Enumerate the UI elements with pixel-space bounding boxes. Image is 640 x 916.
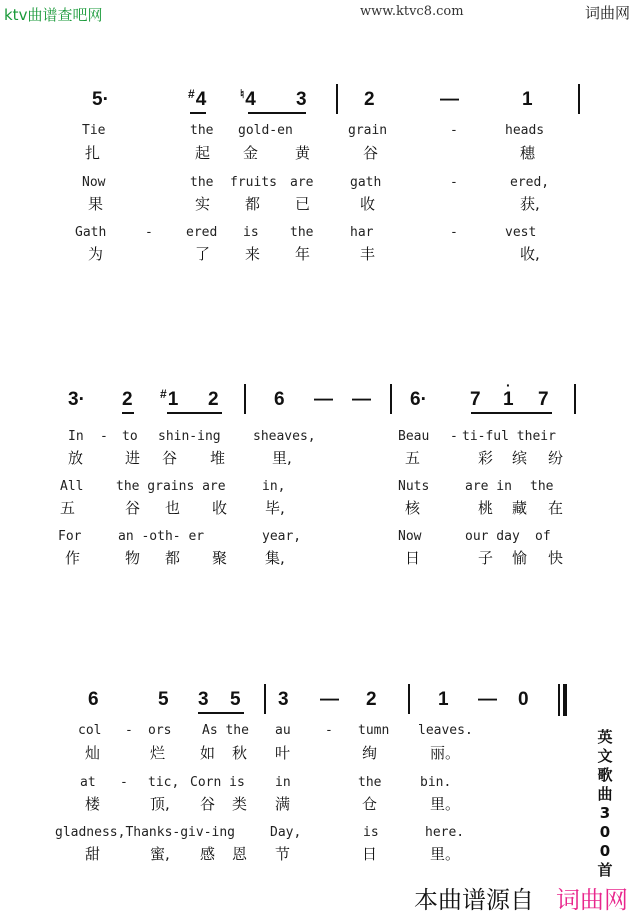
lyric-chinese-char: 烂 <box>150 744 166 762</box>
final-barline-thin <box>558 684 560 716</box>
note: 3 <box>198 689 209 710</box>
lyric-english-word: ors <box>148 723 172 738</box>
lyric-chinese-char: 楼 <box>85 795 101 813</box>
lyric-chinese-char: 子 <box>478 549 494 567</box>
lyric-english-word: Gath <box>75 225 107 240</box>
lyric-chinese-char: 集, <box>265 549 285 567</box>
note: 0 <box>518 689 529 710</box>
lyric-chinese-char: 收 <box>212 499 228 517</box>
lyric-english-word: Now <box>398 529 422 544</box>
note: 2 <box>366 689 377 710</box>
lyric-english-word: shin-ing <box>158 429 221 444</box>
sharp-icon: # <box>188 87 195 101</box>
lyric-english-word: - <box>450 175 458 190</box>
lyric-chinese-char: 谷 <box>200 795 216 813</box>
lyric-chinese-char: 里。 <box>430 845 461 863</box>
lyric-english-word: - <box>325 723 333 738</box>
note-extension-dash: — <box>440 89 459 110</box>
lyric-english-word: here. <box>425 825 465 840</box>
lyric-english-word: For <box>58 529 82 544</box>
barline <box>578 84 580 114</box>
note: 2 <box>208 389 219 410</box>
lyric-english-word: the <box>290 225 314 240</box>
note-extension-dash: — <box>320 689 339 710</box>
lyric-chinese-char: 也 <box>165 499 181 517</box>
lyric-chinese-char: 都 <box>245 195 261 213</box>
lyric-chinese-char: 五 <box>60 499 76 517</box>
lyric-chinese-char: 金 <box>243 144 259 162</box>
lyric-english-word: tic, <box>148 775 180 790</box>
lyric-chinese-char: 五 <box>405 449 421 467</box>
final-barline-thick <box>563 684 567 716</box>
note: 1 <box>438 689 449 710</box>
lyric-chinese-char: 缤 <box>512 449 528 467</box>
lyric-chinese-char: 谷 <box>363 144 379 162</box>
lyric-english-word: of <box>535 529 551 544</box>
octave-dot: · <box>506 377 511 393</box>
lyric-chinese-char: 如 <box>200 744 216 762</box>
lyric-english-word: at <box>80 775 96 790</box>
lyric-chinese-char: 作 <box>65 549 81 567</box>
lyric-chinese-char: 毕, <box>265 499 285 517</box>
lyric-chinese-char: 恩 <box>232 845 248 863</box>
lyric-english-word: gold-en <box>238 123 293 138</box>
note <box>240 87 256 111</box>
lyric-english-word: - <box>120 775 128 790</box>
lyric-english-word: Day, <box>270 825 302 840</box>
lyric-english-word: ered, <box>510 175 550 190</box>
note-value: 4 <box>195 89 207 110</box>
lyric-chinese-char: 放 <box>68 449 84 467</box>
footer-source-site: 词曲网 <box>556 886 628 914</box>
lyric-chinese-char: 获, <box>520 195 540 213</box>
footer-source-text: 本曲谱源自 <box>414 886 534 914</box>
lyric-english-word: heads <box>505 123 545 138</box>
lyric-english-word: the <box>190 175 214 190</box>
lyric-chinese-char: 快 <box>548 549 564 567</box>
note: 6 <box>274 389 285 410</box>
lyric-chinese-char: 谷 <box>125 499 141 517</box>
lyric-english-word: vest <box>505 225 537 240</box>
lyric-english-word: tumn <box>358 723 390 738</box>
lyric-chinese-char: 蜜, <box>150 845 170 863</box>
lyric-english-word: year, <box>262 529 302 544</box>
lyric-english-word: our day <box>465 529 520 544</box>
note: 7 <box>538 389 549 410</box>
beam-underline <box>122 412 134 414</box>
lyric-chinese-char: 秋 <box>232 744 248 762</box>
lyric-chinese-char: 来 <box>245 245 261 263</box>
lyric-english-word: an -oth- er <box>118 529 205 544</box>
lyric-english-word: - <box>450 225 458 240</box>
lyric-english-word: - <box>450 123 458 138</box>
lyric-chinese-char: 纷 <box>548 449 564 467</box>
lyric-english-word: col <box>78 723 102 738</box>
lyric-chinese-char: 类 <box>232 795 248 813</box>
lyric-chinese-char: 叶 <box>275 744 291 762</box>
lyric-chinese-char: 聚 <box>212 549 228 567</box>
lyric-english-word: Nuts <box>398 479 430 494</box>
lyric-chinese-char: 进 <box>125 449 141 467</box>
beam-underline <box>167 412 222 414</box>
natural-icon: ♮ <box>240 87 245 101</box>
lyric-chinese-char: 日 <box>405 549 421 567</box>
lyric-chinese-char: 里, <box>272 449 292 467</box>
lyric-english-word: Corn is <box>190 775 245 790</box>
side-caption: 英文歌曲300首 <box>597 728 613 879</box>
lyric-chinese-char: 在 <box>548 499 564 517</box>
barline <box>390 384 392 414</box>
lyric-english-word: - <box>125 723 133 738</box>
lyric-english-word: In <box>68 429 84 444</box>
lyric-english-word: to <box>122 429 138 444</box>
note: 6· <box>410 389 427 410</box>
lyric-chinese-char: 为 <box>88 245 104 263</box>
note: 2 <box>122 389 133 410</box>
barline <box>264 684 266 714</box>
lyric-chinese-char: 黄 <box>295 144 311 162</box>
lyric-chinese-char: 节 <box>275 845 291 863</box>
lyric-english-word: fruits <box>230 175 277 190</box>
lyric-chinese-char: 堆 <box>210 449 226 467</box>
barline <box>574 384 576 414</box>
note: 5· <box>92 89 109 110</box>
lyric-english-word: are in <box>465 479 512 494</box>
lyric-chinese-char: 藏 <box>512 499 528 517</box>
lyric-english-word: the <box>358 775 382 790</box>
lyric-chinese-char: 果 <box>88 195 104 213</box>
site-watermark-left: ktv曲谱查吧网 <box>4 6 103 24</box>
note: 3· <box>68 389 85 410</box>
lyric-english-word: As the <box>202 723 249 738</box>
lyric-english-word: the <box>190 123 214 138</box>
lyric-chinese-char: 实 <box>195 195 211 213</box>
note-extension-dash: — <box>314 389 333 410</box>
lyric-chinese-char: 穗 <box>520 144 536 162</box>
note: 2 <box>364 89 375 110</box>
lyric-chinese-char: 桃 <box>478 499 494 517</box>
lyric-chinese-char: 彩 <box>478 449 494 467</box>
note-extension-dash: — <box>352 389 371 410</box>
beam-underline <box>198 712 244 714</box>
lyric-english-word: is <box>243 225 259 240</box>
lyric-english-word: Beau <box>398 429 430 444</box>
note: 7 <box>470 389 481 410</box>
lyric-english-word: gladness,Thanks-giv-ing <box>55 825 236 840</box>
lyric-chinese-char: 日 <box>362 845 378 863</box>
lyric-chinese-char: 丽。 <box>430 744 461 762</box>
lyric-chinese-char: 丰 <box>360 245 376 263</box>
note-value: 4 <box>245 89 256 110</box>
lyric-english-word: bin. <box>420 775 452 790</box>
lyric-english-word: ti-ful their <box>462 429 556 444</box>
lyric-chinese-char: 核 <box>405 499 421 517</box>
note-extension-dash: — <box>478 689 497 710</box>
lyric-english-word: - <box>450 429 458 444</box>
lyric-english-word: are <box>290 175 314 190</box>
lyric-english-word: All <box>60 479 84 494</box>
note: 6 <box>88 689 99 710</box>
note <box>188 87 207 111</box>
lyric-english-word: ered <box>186 225 218 240</box>
note: 5 <box>158 689 169 710</box>
lyric-english-word: the grains are <box>116 479 226 494</box>
lyric-chinese-char: 已 <box>295 195 311 213</box>
lyric-chinese-char: 谷 <box>162 449 178 467</box>
lyric-chinese-char: 感 <box>200 845 216 863</box>
lyric-chinese-char: 了 <box>195 245 211 263</box>
barline <box>244 384 246 414</box>
note-high-1: 1 <box>503 389 514 410</box>
lyric-chinese-char: 满 <box>275 795 291 813</box>
lyric-english-word: in <box>275 775 291 790</box>
beam-underline <box>248 112 306 114</box>
lyric-english-word: sheaves, <box>253 429 316 444</box>
lyric-english-word: har <box>350 225 374 240</box>
sharp-icon: # <box>160 387 167 401</box>
lyric-english-word: Now <box>82 175 106 190</box>
lyric-chinese-char: 收 <box>360 195 376 213</box>
beam-underline <box>471 412 552 414</box>
lyric-english-word: - <box>145 225 153 240</box>
lyric-english-word: gath <box>350 175 382 190</box>
beam-underline <box>190 112 206 114</box>
lyric-english-word: the <box>530 479 554 494</box>
lyric-chinese-char: 物 <box>125 549 141 567</box>
lyric-english-word: is <box>363 825 379 840</box>
note <box>160 387 179 411</box>
lyric-chinese-char: 灿 <box>85 744 101 762</box>
lyric-english-word: in, <box>262 479 286 494</box>
lyric-chinese-char: 愉 <box>512 549 528 567</box>
note-value: 1 <box>167 389 179 410</box>
lyric-chinese-char: 仓 <box>362 795 378 813</box>
note: 3 <box>296 89 307 110</box>
note: 5 <box>230 689 241 710</box>
barline <box>336 84 338 114</box>
barline <box>408 684 410 714</box>
lyric-chinese-char: 年 <box>295 245 311 263</box>
lyric-chinese-char: 都 <box>165 549 181 567</box>
lyric-chinese-char: 起 <box>195 144 211 162</box>
lyric-english-word: au <box>275 723 291 738</box>
lyric-chinese-char: 甜 <box>85 845 101 863</box>
lyric-chinese-char: 扎 <box>85 144 101 162</box>
lyric-chinese-char: 收, <box>520 245 540 263</box>
note: 1 <box>522 89 533 110</box>
lyric-english-word: - <box>100 429 108 444</box>
site-watermark-right: 词曲网 <box>585 4 631 22</box>
lyric-english-word: Tie <box>82 123 106 138</box>
lyric-chinese-char: 里。 <box>430 795 461 813</box>
note: 3 <box>278 689 289 710</box>
lyric-chinese-char: 绚 <box>362 744 378 762</box>
site-watermark-url: www.ktvc8.com <box>360 4 464 19</box>
lyric-english-word: leaves. <box>418 723 473 738</box>
lyric-chinese-char: 顶, <box>150 795 170 813</box>
lyric-english-word: grain <box>348 123 388 138</box>
